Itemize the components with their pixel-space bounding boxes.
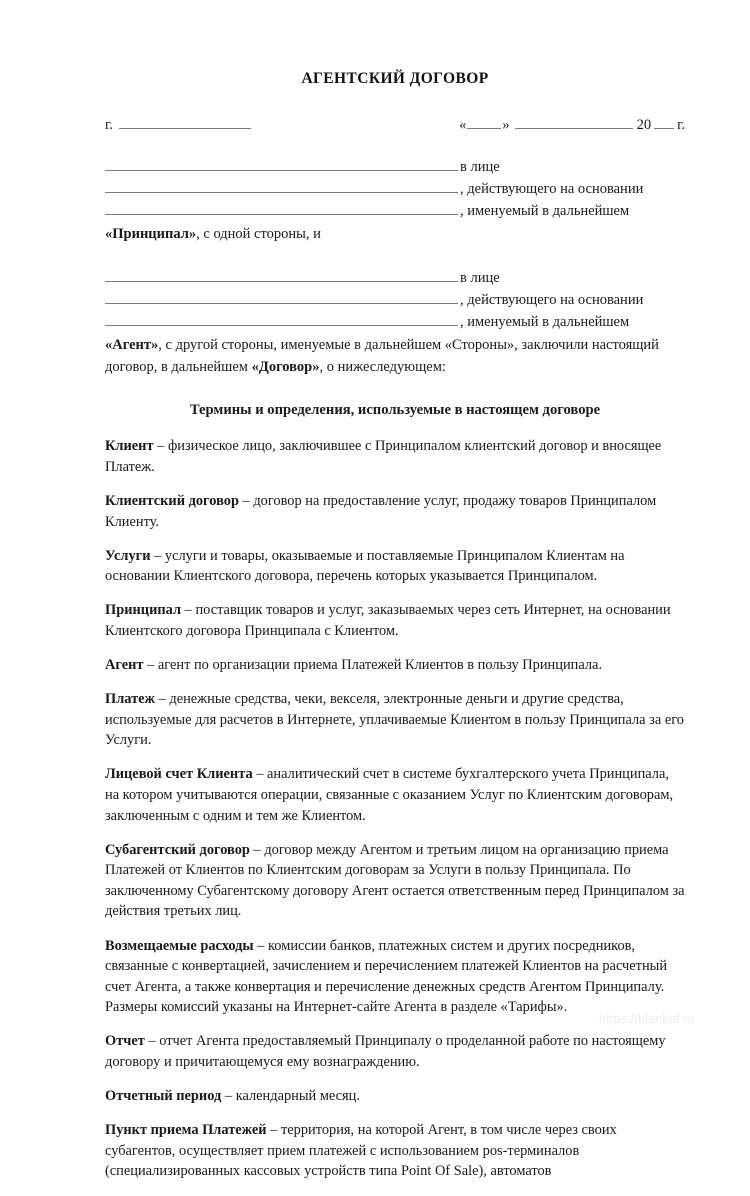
principal-block [105,156,685,245]
agent-representative-blank[interactable] [105,289,458,304]
agent-line2-tail: , действующего на основании [460,292,644,309]
definition-item [105,436,685,477]
definition-item [105,1120,685,1182]
agent-line1-tail: в лице [460,270,500,287]
definition-text: – комиссии банков, платежных систем и других посредников, связанные с конвертацией, зачислением и перечислением платежей Клиентов на расчетный счет Агента, а также конвертация и перечисление денежных средств Агентом Принципалу. Размеры комиссий указаны на Интернет-сайте Агента в разделе «Тарифы». [105,937,668,1016]
principal-name-line [105,156,685,178]
agreement-label: «Договор» [251,359,320,376]
definition-text: – денежные средства, чеки, векселя, электронные деньги и другие средства, используемые для расчетов в Интернете, уплачиваемые Клиентом в пользу Принципала за его Услуги. [105,691,684,749]
city-label: г. [105,117,113,133]
principal-representative-line [105,178,685,200]
definition-term: Принципал [105,602,182,619]
city-and-date-row [105,117,685,134]
principal-basis-line [105,200,685,222]
definition-text: – физическое лицо, заключившее с Принципалом клиентский договор и вносящее Платеж. [105,438,662,475]
agreement-pre: договор, в дальнейшем [105,359,252,376]
date-field [459,117,685,134]
definition-text: – договор на предоставление услуг, продажу товаров Принципалом Клиенту. [105,492,657,530]
terms-section-heading: Термины и определения, используемые в настоящем договоре [189,402,601,419]
definition-term: Отчетный период [105,1088,222,1105]
document-title: АГЕНТСКИЙ ДОГОВОР [301,70,489,87]
definition-text: – агент по организации приема Платежей Клиентов в пользу Принципала. [143,657,603,674]
agent-representative-line [105,289,685,311]
agent-block [105,267,685,378]
agent-role-tail: , с другой стороны, именуемые в дальнейшем «Стороны», заключили настоящий [158,337,659,354]
date-month-blank[interactable] [515,128,633,129]
agent-name-line [105,267,685,289]
principal-line2-tail: , действующего на основании [460,181,644,198]
principal-role-label: «Принципал» [105,226,197,243]
definition-text: – поставщик товаров и услуг, заказываемых через сеть Интернет, на основании Клиентского договора Принципала с Клиентом. [105,602,671,639]
definition-term: Платеж [105,691,155,708]
definition-term: Услуги [105,547,151,564]
principal-line3-tail: , именуемый в дальнейшем [460,203,630,220]
definition-item [105,1031,685,1072]
definition-text: – календарный месяц. [221,1088,360,1105]
agent-name-blank[interactable] [105,267,458,282]
principal-line1-tail: в лице [460,159,500,175]
date-year-blank[interactable] [654,128,674,129]
definition-term: Агент [105,657,144,674]
definition-text: – услуги и товары, оказываемые и поставляемые Принципалом Клиентам на основании Клиентского договора, перечень которых указывается Принципалом. [105,547,625,585]
agent-role-line [105,334,685,356]
definition-text: – аналитический счет в системе бухгалтерского учета Принципала, на котором учитываются операции, связанные с оказанием Услуг по Клиентским договорам, заключенным с одним и тем же Клиентом. [105,766,674,824]
date-day-blank[interactable] [467,128,501,129]
definition-item [105,689,685,751]
agreement-post: , о нижеследующем: [319,359,446,376]
city-field [105,117,251,134]
definition-term: Клиентский договор [105,492,239,509]
agent-basis-blank[interactable] [105,311,458,326]
definition-item [105,936,685,1018]
definition-term: Возмещаемые расходы [105,937,254,954]
definition-text: – территория, на которой Агент, в том числе через своих субагентов, осуществляет прием платежей с использованием pos-терминалов (специализированных кассовых устройств типа Point Of Sale), автоматов [105,1122,617,1180]
city-blank-line[interactable] [119,128,251,129]
definition-term: Отчет [105,1033,145,1050]
principal-role-line [105,223,685,245]
site-watermark: https://blankof.ru [598,1012,695,1026]
definition-term: Лицевой счет Клиента [105,766,253,783]
date-year-prefix: 20 [636,117,652,133]
principal-basis-blank[interactable] [105,200,458,215]
definition-text: – договор между Агентом и третьим лицом на организацию приема Платежей от Клиентов по Клиентским договорам за Услуги в пользу Принципала. По заключенному Субагентскому договору Агент остается ответственным перед Принципалом за действия третьих лиц. [105,841,685,920]
definition-item [105,840,685,922]
principal-representative-blank[interactable] [105,178,458,193]
definition-text: – отчет Агента предоставляемый Принципалу о проделанной работе по настоящему договору и причитающемуся ему вознаграждению. [105,1033,666,1071]
date-quote-open: « [459,117,467,133]
agreement-definition-line [105,356,685,378]
agent-role-label: «Агент» [105,337,159,354]
date-quote-close: » [502,117,510,133]
agent-line3-tail: , именуемый в дальнейшем [460,314,630,331]
definition-item [105,1086,685,1107]
definition-term: Клиент [105,438,154,455]
definition-term: Субагентский договор [105,841,250,858]
date-year-suffix: г. [677,117,685,133]
definition-item [105,546,685,587]
definition-item [105,655,685,676]
definition-term: Пункт приема Платежей [105,1122,267,1139]
definition-item [105,491,685,532]
definitions-list [105,436,685,1182]
agent-basis-line [105,311,685,333]
definition-item [105,600,685,641]
principal-role-tail: , с одной стороны, и [196,226,321,243]
definition-item [105,764,685,826]
principal-name-blank[interactable] [105,156,458,171]
